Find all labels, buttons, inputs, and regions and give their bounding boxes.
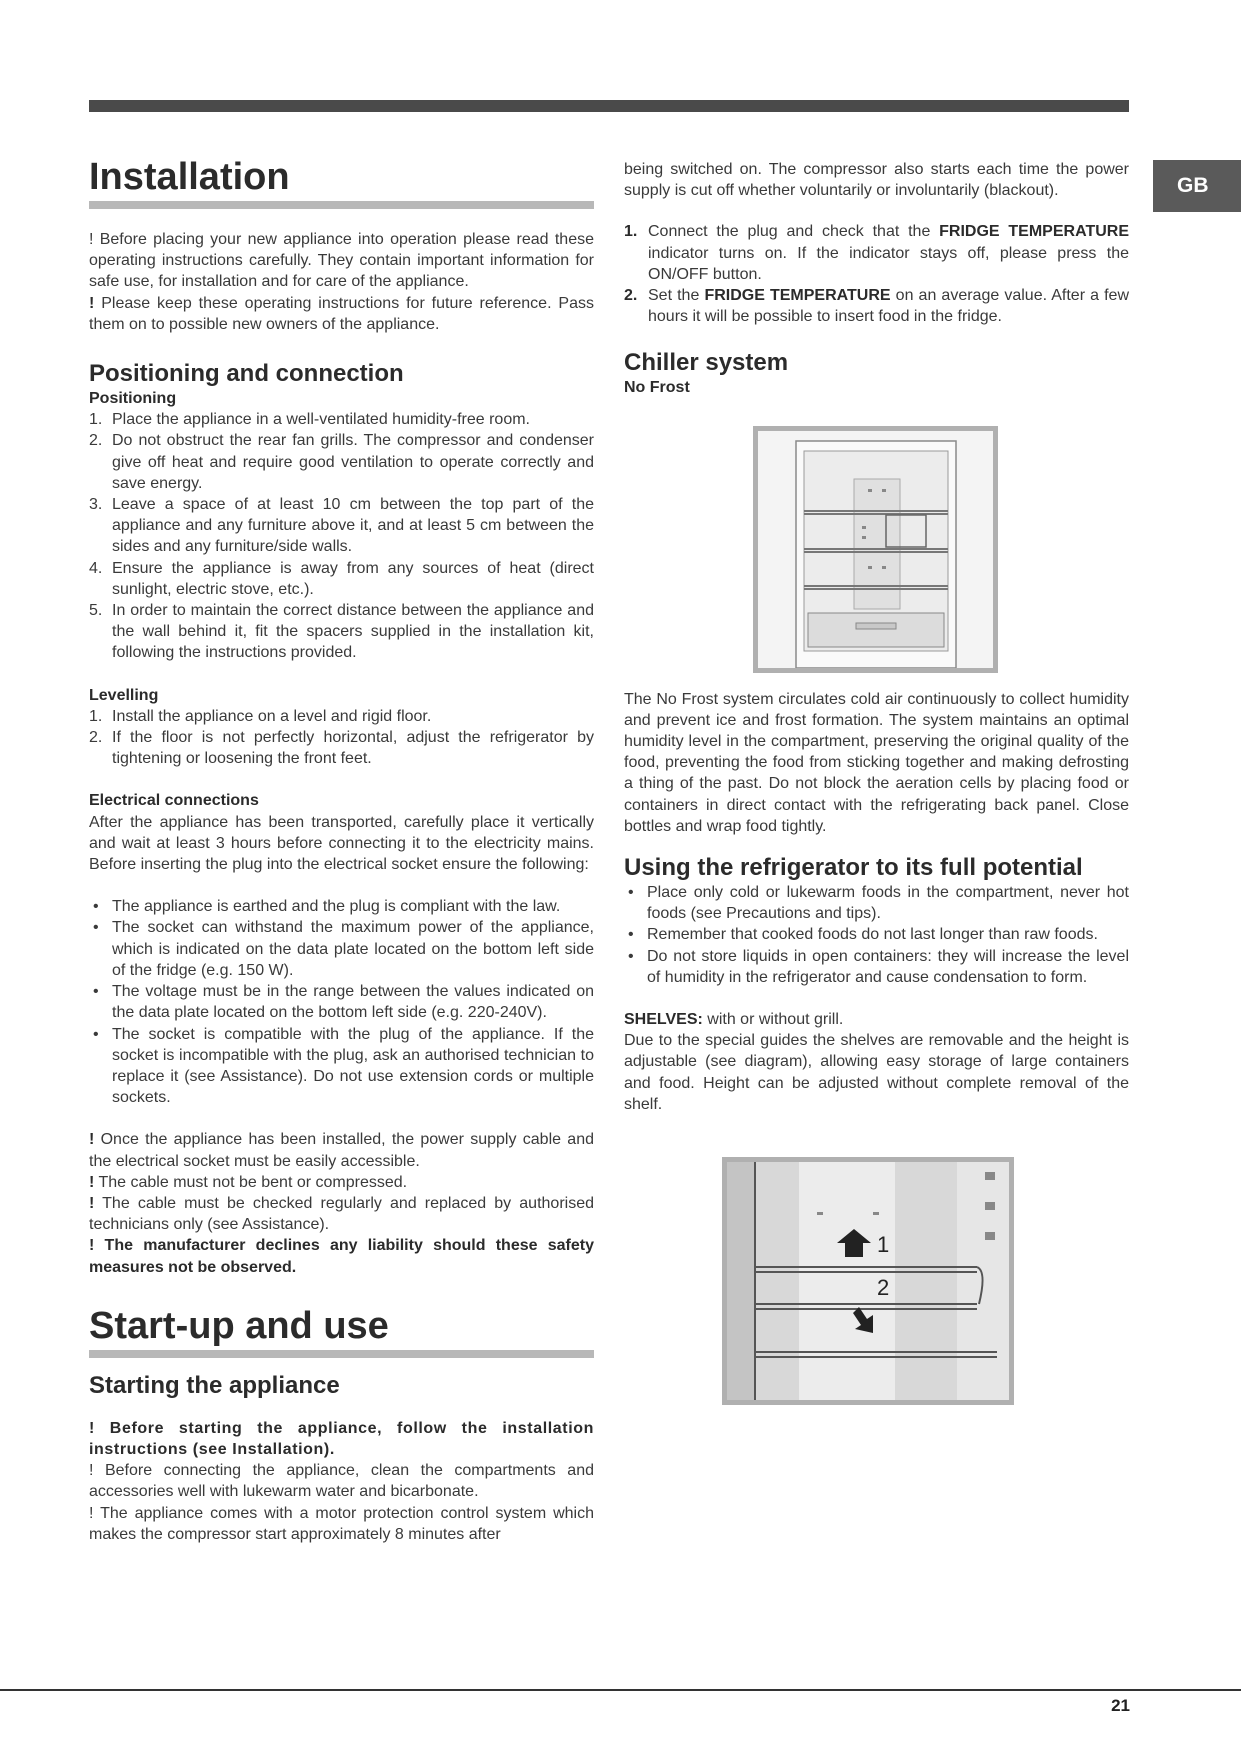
warning-mark: !	[89, 294, 95, 312]
list-item: • The voltage must be in the range between the values indicated on the data plate located on the bottom left side (e.g. 220-240V).	[93, 983, 594, 1022]
starting-appliance-title: Starting the appliance	[89, 1371, 340, 1399]
positioning-list	[89, 409, 594, 663]
list-item: 1. Connect the plug and check that the FRIDGE TEMPERATURE indicator turns on. If the indicator stays off, please press the ON/OFF button.	[624, 223, 1130, 283]
liability-warning: ! The manufacturer declines any liability should these safety measures not be observed.	[89, 1237, 594, 1276]
list-item: 2. If the floor is not perfectly horizontal, adjust the refrigerator by tightening or loosening the front feet.	[89, 729, 594, 768]
starting-warning: ! Before starting the appliance, follow the installation instructions (see Installation).	[89, 1419, 594, 1458]
starting-note-2: ! The appliance comes with a motor protection control system which makes the compressor start approximately 8 minutes after	[89, 1504, 594, 1543]
installation-intro-1: ! Before placing your new appliance into operation please read these operating instructions carefully. They contain important information for safe use, for installation and for care of the appliance.	[89, 231, 594, 291]
list-item: 1. Place the appliance in a well-ventilated humidity-free room.	[89, 411, 530, 429]
intro-2-text: Please keep these operating instructions for future reference. Pass them on to possible new owners of the appliance.	[89, 294, 594, 333]
diagram-label-1: 1	[877, 1232, 890, 1257]
levelling-list	[89, 706, 594, 770]
list-item: • The socket can withstand the maximum power of the appliance, which is indicated on the data plate located on the bottom left side of the fridge (e.g. 150 W).	[93, 919, 594, 979]
list-item: 1. Install the appliance on a level and rigid floor.	[89, 707, 432, 725]
language-tab: GB	[1153, 160, 1241, 212]
left-column	[89, 155, 594, 1545]
electrical-note-2: ! The cable must not be bent or compressed.	[89, 1173, 408, 1191]
electrical-subtitle: Electrical connections	[89, 792, 259, 810]
chiller-title: Chiller system	[624, 349, 789, 377]
footer-rule	[0, 1689, 1241, 1691]
full-potential-bullets	[624, 882, 1129, 988]
starting-note-1: ! Before connecting the appliance, clean the compartments and accessories well with lukewarm water and bicarbonate.	[89, 1462, 594, 1501]
starting-note-2-cont: being switched on. The compressor also starts each time the power supply is cut off whether voluntarily or involuntarily (blackout).	[624, 161, 1129, 200]
list-item: • The socket is compatible with the plug of the appliance. If the socket is incompatible with the plug, ask an authorised technician to replace it (see Assistance). Do not use extension cords or multiple sockets.	[93, 1025, 594, 1107]
list-item: 2. Do not obstruct the rear fan grills. The compressor and condenser give off heat and require good ventilation to operate correctly and save energy.	[89, 432, 594, 492]
list-item: 5. In order to maintain the correct distance between the appliance and the wall behind it, fit the spacers supplied in the installation kit, following the instructions provided.	[89, 602, 594, 662]
electrical-note-1: ! Once the appliance has been installed, the power supply cable and the electrical socket must be easily accessible.	[89, 1131, 594, 1170]
shelf-diagram-image	[722, 1157, 1014, 1405]
shelf-drawing	[727, 1162, 1009, 1400]
list-item: 4. Ensure the appliance is away from any sources of heat (direct sunlight, electric stove, etc.).	[89, 559, 594, 598]
fridge-drawing	[758, 431, 993, 668]
electrical-note-3: ! The cable must be checked regularly and replaced by authorised technicians only (see Assistance).	[89, 1194, 594, 1234]
list-item: • Place only cold or lukewarm foods in the compartment, never hot foods (see Precautions and tips).	[628, 884, 1129, 923]
shelves-heading: SHELVES: with or without grill.	[624, 1011, 844, 1029]
full-potential-title: Using the refrigerator to its full potential	[624, 854, 1083, 882]
chiller-subtitle: No Frost	[624, 379, 690, 397]
installation-title: Installation	[89, 155, 594, 209]
start-steps	[624, 221, 1129, 327]
diagram-label-2: 2	[877, 1275, 890, 1300]
header-rule	[89, 100, 1129, 112]
positioning-subtitle: Positioning	[89, 390, 177, 408]
page-number: 21	[1111, 1696, 1130, 1715]
list-item: 3. Leave a space of at least 10 cm between the top part of the appliance and any furniture above it, and at least 5 cm between the sides and any furniture/side walls.	[89, 496, 594, 556]
list-item: • Remember that cooked foods do not last longer than raw foods.	[628, 926, 1098, 944]
startup-title: Start-up and use	[89, 1304, 594, 1358]
fridge-interior-image	[753, 426, 998, 673]
levelling-subtitle: Levelling	[89, 686, 159, 704]
shelves-text: Due to the special guides the shelves are removable and the height is adjustable (see diagram), allowing easy storage of large containers and food. Height can be adjusted without complete removal of the shelf.	[624, 1032, 1129, 1113]
list-item: 2. Set the FRIDGE TEMPERATURE on an average value. After a few hours it will be possible to insert food in the fridge.	[624, 287, 1130, 326]
list-item: • Do not store liquids in open containers: they will increase the level of humidity in the refrigerator and cause condensation to form.	[628, 947, 1129, 986]
electrical-intro: After the appliance has been transported, carefully place it vertically and wait at least 3 hours before connecting it to the electricity mains. Before inserting the plug into the electrical socket ensure the following:	[89, 813, 594, 874]
chiller-text: The No Frost system circulates cold air continuously to collect humidity and prevent ice and frost formation. The system maintains an optimal humidity level in the compartment, preserving the original quality of the food, preventing the food from sticking together and making defrosting a thing of the past. Do not block the aeration cells by placing food or containers in direct contact with the refrigerating back panel. Close bottles and wrap food tightly.	[624, 690, 1129, 835]
positioning-connection-title: Positioning and connection	[89, 360, 404, 388]
electrical-bullets	[89, 896, 594, 1108]
installation-intro-2	[89, 293, 594, 335]
list-item: • The appliance is earthed and the plug is compliant with the law.	[93, 898, 561, 916]
